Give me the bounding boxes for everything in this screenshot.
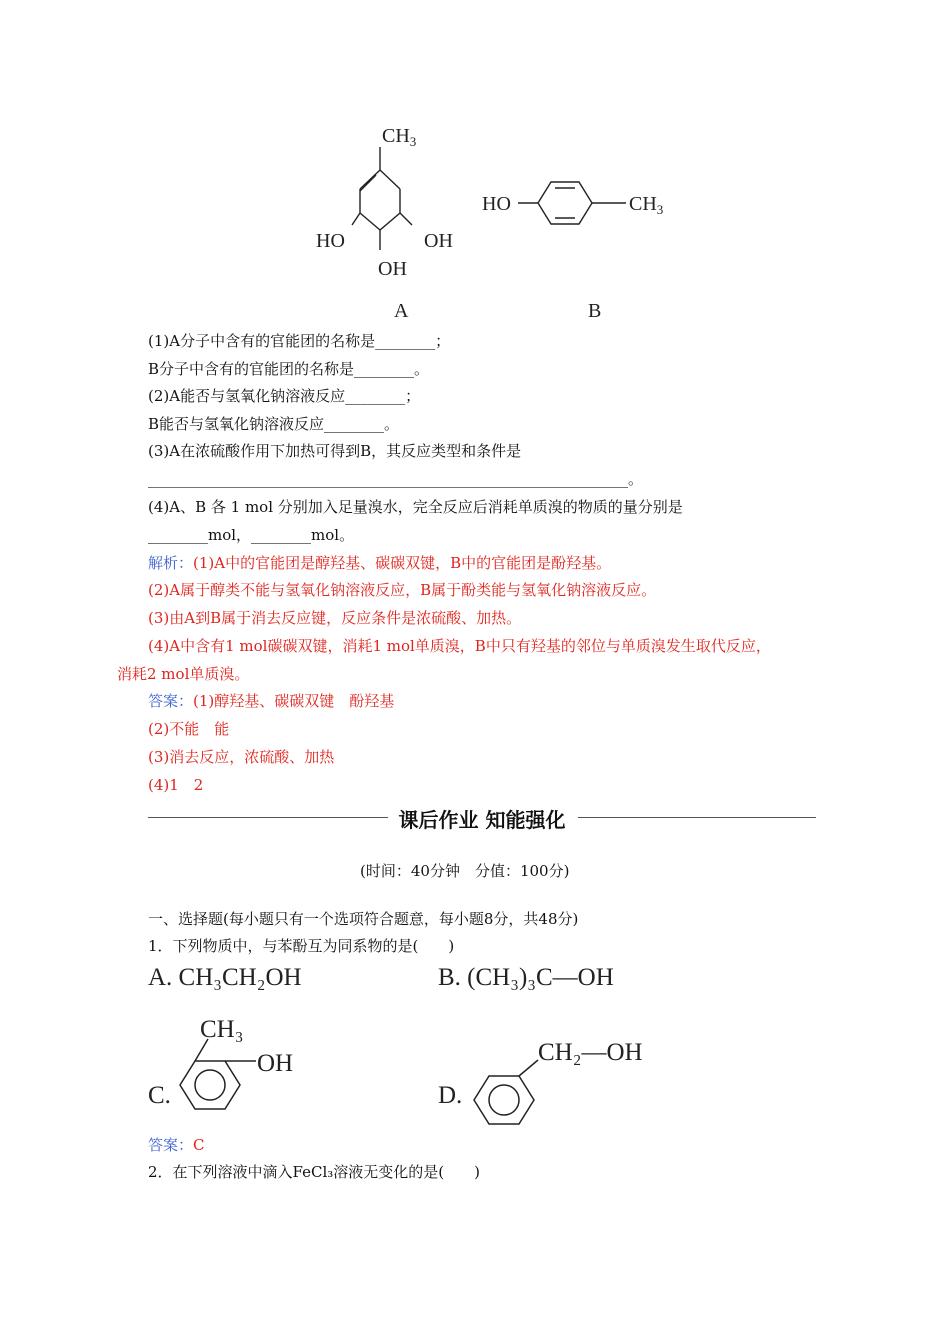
answer-line-4: (4)1 2 [148, 776, 204, 794]
question-4-line1: (4)A、B 各 1 mol 分别加入足量溴水，完全反应后消耗单质溴的物质的量分别是 [148, 498, 683, 516]
question-4-line2: ________mol，________mol。 [148, 526, 355, 544]
section-header [148, 802, 816, 832]
question-2b: B能否与氢氧化钠溶液反应________。 [148, 415, 400, 433]
section-meta: (时间：40分钟 分值：100分) [360, 862, 570, 880]
analysis-line-4a: (4)A中含有1 mol碳碳双键，消耗1 mol单质溴，B中只有羟基的邻位与单质溴发生取代反应， [148, 637, 771, 655]
structure-a-oh-bottom: OH [378, 258, 407, 280]
option-c-ch3: CH₃ [200, 1016, 244, 1043]
part1-heading: 一、选择题(每小题只有一个选项符合题意，每小题8分，共48分) [148, 910, 579, 928]
structure-a-diagram [300, 115, 480, 325]
answer-line-3: (3)消去反应，浓硫酸、加热 [148, 748, 335, 766]
option-a: A. CH₃CH₂OH [148, 964, 302, 991]
structure-a-label: A [394, 300, 409, 322]
option-c-structure [172, 1015, 312, 1125]
question-2a: (2)A能否与氢氧化钠溶液反应________； [148, 387, 421, 405]
structure-b-label: B [588, 300, 602, 322]
structure-a-ch3: $CH_3$ [382, 125, 417, 149]
option-d-structure [466, 1030, 666, 1130]
analysis-label: 解析： [148, 554, 194, 572]
question-part1-2: 2．在下列溶液中滴入FeCl₃溶液无变化的是( ) [148, 1163, 481, 1181]
structure-b-diagram [480, 170, 690, 325]
question-1a: (1)A分子中含有的官能团的名称是________； [148, 332, 451, 350]
option-b: B. (CH₃)₃C—OH [438, 964, 614, 991]
question-part1-1: 1．下列物质中，与苯酚互为同系物的是( ) [148, 937, 455, 955]
question-1b: B分子中含有的官能团的名称是________。 [148, 360, 430, 378]
part1-answer-value: C [193, 1136, 205, 1154]
structure-a-oh-right: OH [424, 230, 453, 252]
analysis-line-1: 解析：(1)A中的官能团是醇羟基、碳碳双键，B中的官能团是酚羟基。 [148, 554, 612, 572]
structure-a-ho-left: HO [316, 230, 345, 252]
option-c-label: C. [148, 1082, 171, 1109]
option-d-label: D. [438, 1082, 463, 1109]
question-3: (3)A在浓硫酸作用下加热可得到B，其反应类型和条件是 [148, 442, 522, 460]
part1-answer [148, 1135, 205, 1155]
answer-label: 答案： [148, 692, 194, 710]
section-title: 课后作业 知能强化 [148, 804, 816, 833]
answer-line-2: (2)不能 能 [148, 720, 230, 738]
analysis-line-3: (3)由A到B属于消去反应键，反应条件是浓硫酸、加热。 [148, 609, 522, 627]
answer-line-1: 答案：(1)醇羟基、碳碳双键 酚羟基 [148, 692, 395, 710]
option-d-group: CH₂—OH [538, 1039, 643, 1066]
structure-b-ch3: $CH_3$ [629, 193, 664, 217]
structure-b-ho: HO [482, 193, 511, 215]
part1-answer-label: 答案： [148, 1136, 194, 1154]
option-c-oh: OH [257, 1050, 294, 1077]
question-3-blank: ________________________________________________________________。 [148, 470, 644, 488]
analysis-line-4b: 消耗2 mol单质溴。 [117, 665, 250, 683]
analysis-line-2: (2)A属于醇类不能与氢氧化钠溶液反应，B属于酚类能与氢氧化钠溶液反应。 [148, 581, 657, 599]
